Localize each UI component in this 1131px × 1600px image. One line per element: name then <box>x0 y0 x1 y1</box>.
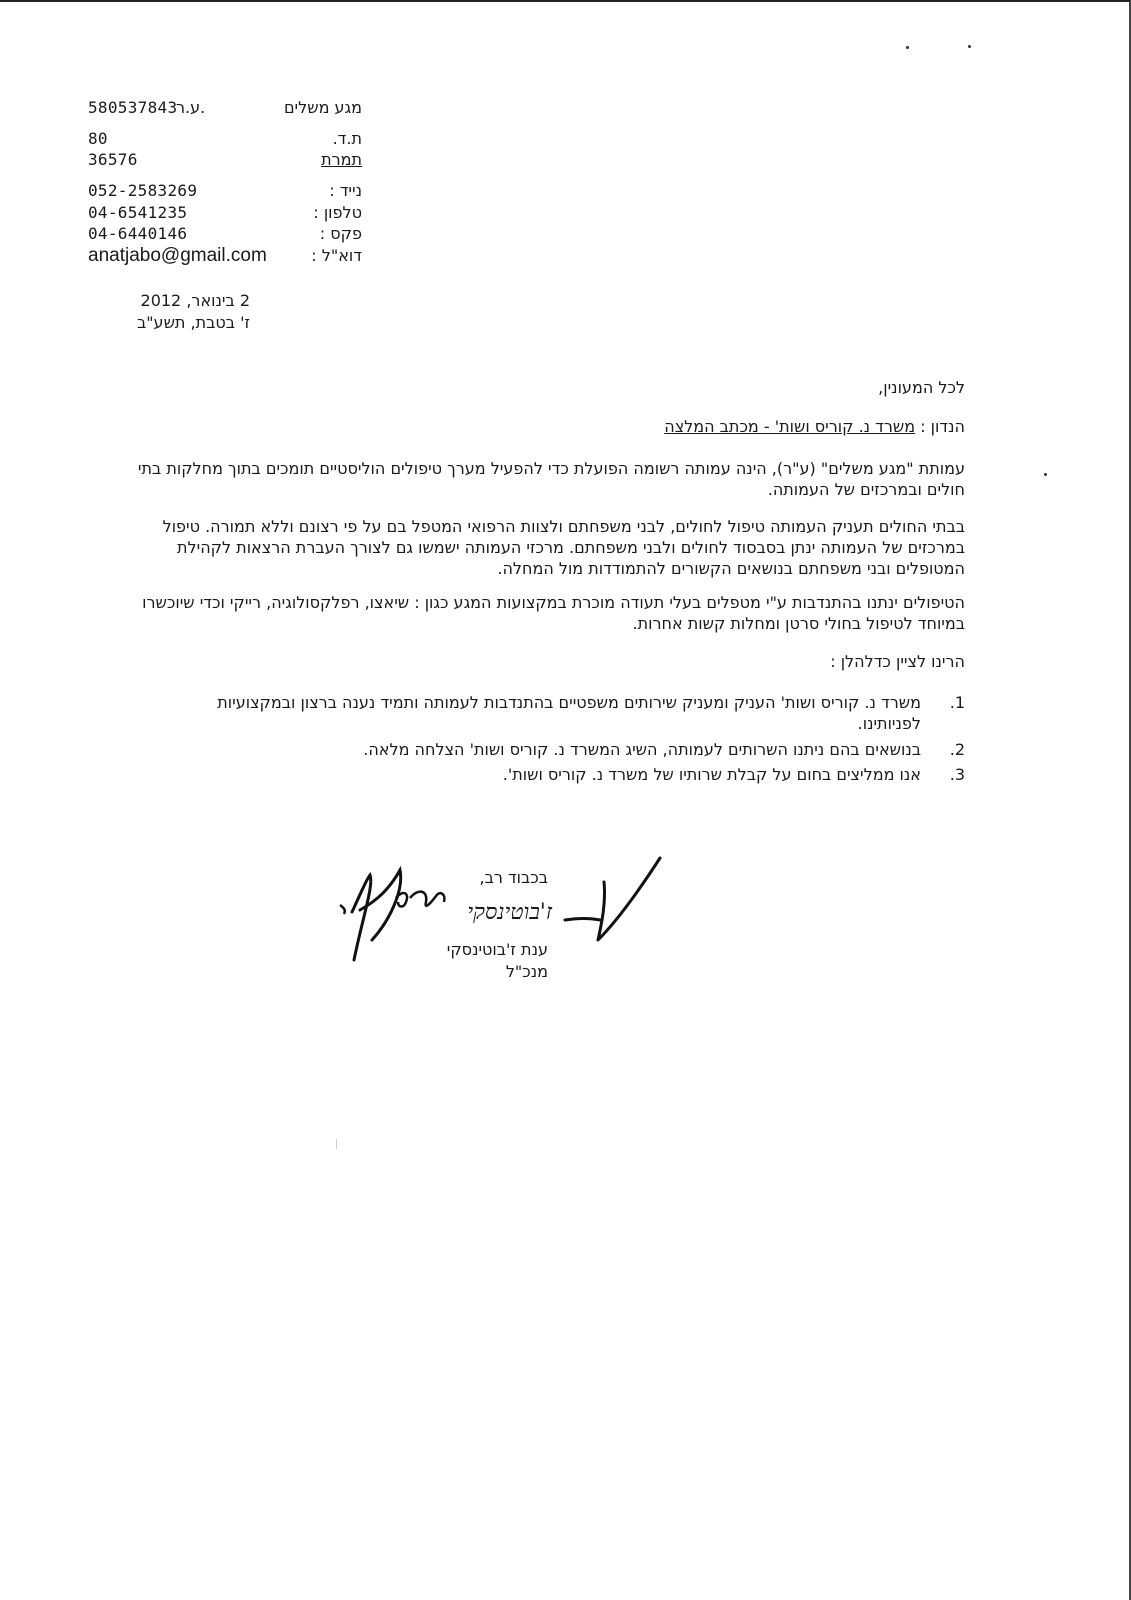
salutation: לכל המעונין, <box>878 378 965 397</box>
subject-line <box>560 416 965 437</box>
signer-title: מנכ"ל <box>505 962 548 981</box>
fax-value: 04-6440146 <box>88 224 188 243</box>
date-hebrew: ז' בטבת, תשע"ב <box>136 313 250 332</box>
city-label: תמרת <box>321 150 362 169</box>
pobox-label: ת.ד. <box>332 129 362 148</box>
list-text: בנושאים בהם ניתנו השרותים לעמותה, השיג המשרד נ. קוריס ושות' הצלחה מלאה. <box>363 740 921 759</box>
list-item <box>200 692 965 734</box>
list-number: 2. <box>949 740 965 759</box>
phone-value: 04-6541235 <box>88 203 188 222</box>
signer-name: ענת ז'בוטינסקי <box>446 940 548 959</box>
mobile-value: 052-2583269 <box>88 181 198 200</box>
subject-text: משרד נ. קוריס ושות' - מכתב המלצה <box>664 417 916 436</box>
handwritten-initial-mark <box>560 852 670 962</box>
closing: בכבוד רב, <box>479 868 548 887</box>
zip-value: 36576 <box>88 150 138 169</box>
mobile-label: נייד : <box>329 181 362 200</box>
paragraph-3: הטיפולים ינתנו בהתנדבות ע"י מטפלים בעלי תעודה מוכרת במקצועות המגע כגון : שיאצו, רפלקסולוגיה, רייקי וכדי שיוכשרו במיוחד לטיפול בחולי סרטן ומחלות קשות אחרות. <box>142 593 965 633</box>
list-item <box>200 764 965 785</box>
handwritten-signature: ז'בוטינסקי <box>467 900 552 925</box>
pobox-value: 80 <box>88 129 108 148</box>
paragraph-2: בבתי החולים תעניק העמותה טיפול לחולים, לבני משפחתם ולצוות הרפואי המטפל בם על פי רצונם וללא תמורה. טיפול במרכזים של העמותה ינתן בסבסוד לחולים ולבני משפחתם. מרכזי העמותה ישמשו גם לצורך העברת הרצאות לקהילת המטופלים ובני משפחתם בנושאים הקשורים להתמודדות מול המחלה. <box>162 517 965 578</box>
list-number: 3. <box>949 765 965 784</box>
fax-label: פקס : <box>319 224 362 243</box>
scan-mark <box>336 1139 337 1149</box>
email-label: דוא"ל : <box>311 246 362 265</box>
list-number: 1. <box>949 693 965 712</box>
date-gregorian: 2 בינואר, 2012 <box>140 291 250 310</box>
email-value: anatjabo@gmail.com <box>88 245 267 266</box>
list-text: אנו ממליצים בחום על קבלת שרותיו של משרד נ. קוריס ושות'. <box>502 765 921 784</box>
reg-label: ע.ר. <box>176 98 206 117</box>
list-intro: הרינו לציין כדלהלן : <box>830 652 965 671</box>
list-text: משרד נ. קוריס ושות' העניק ומעניק שירותים משפטיים בהתנדבות לעמותה ותמיד נענה ברצון ובמקצועיות לפניותינו. <box>217 693 921 733</box>
list-item <box>200 739 965 760</box>
paragraph-1: עמותת "מגע משלים" (ע"ר), הינה עמותה רשומה הפועלת כדי להפעיל מערך טיפולים הוליסטיים תומכים בתוך מחלקות בתי חולים ובמרכזים של העמותה. <box>137 459 965 499</box>
reg-number: 580537843 <box>88 98 178 117</box>
org-name: מגע משלים <box>283 98 362 117</box>
subject-label: הנדון : <box>920 417 965 436</box>
bullet-speck <box>1044 473 1047 476</box>
scan-speck <box>906 46 909 49</box>
scan-speck <box>968 45 971 48</box>
phone-label: טלפון : <box>313 203 362 222</box>
